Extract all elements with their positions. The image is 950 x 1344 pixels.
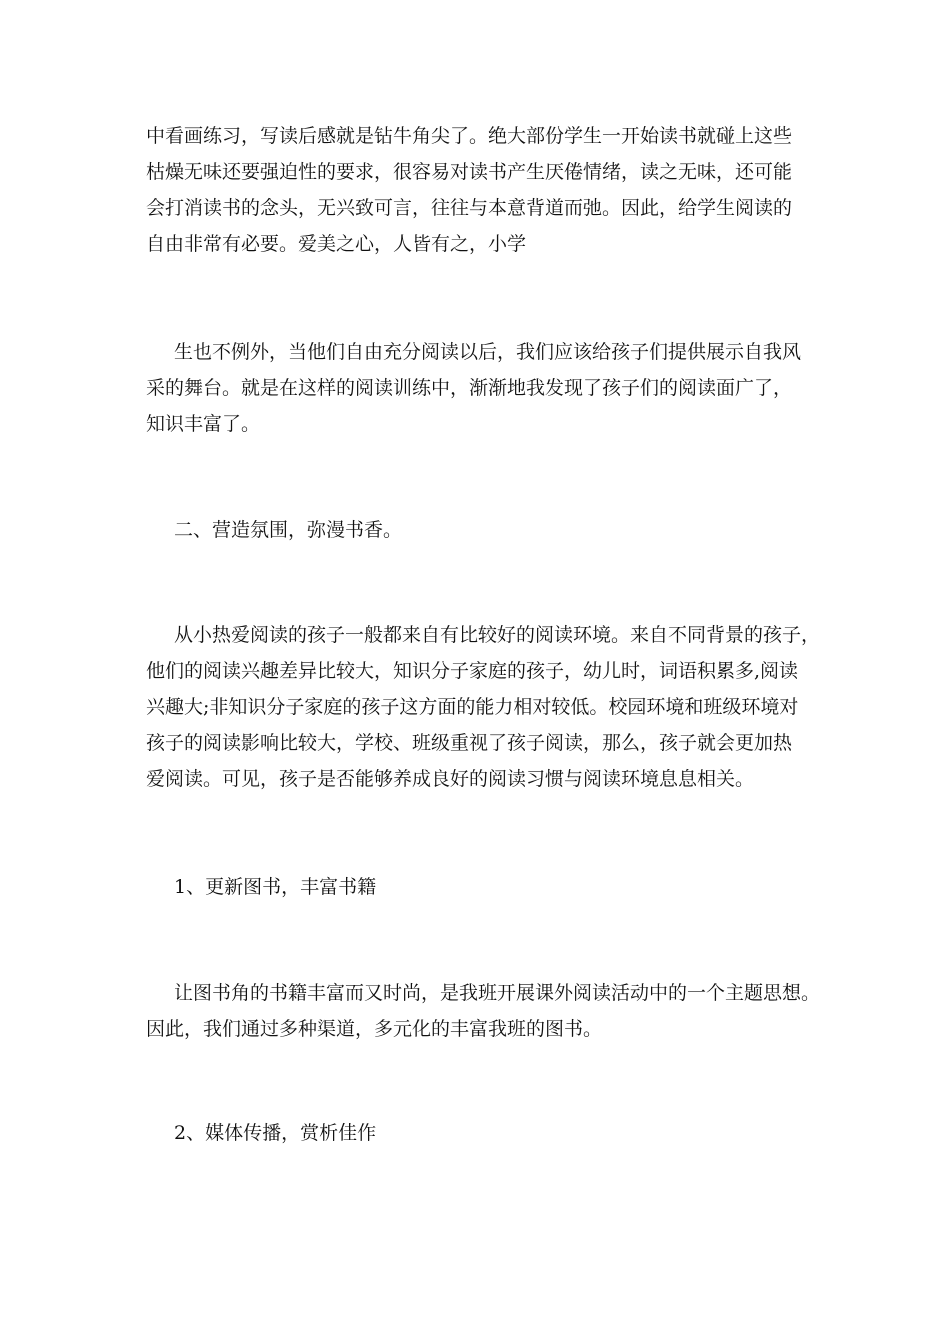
text-line: 会打消读书的念头，无兴致可言，往往与本意背道而弛。因此，给学生阅读的 — [146, 197, 793, 219]
heading-text: 2、媒体传播，赏析佳作 — [174, 1122, 377, 1144]
text-line: 中看画练习，写读后感就是钻牛角尖了。绝大部份学生一开始读书就碰上这些 — [146, 125, 793, 147]
subsection-heading — [146, 869, 826, 905]
text-line: 生也不例外，当他们自由充分阅读以后，我们应该给孩子们提供展示自我风 — [174, 341, 802, 363]
subsection-heading — [146, 1115, 826, 1151]
text-line: 他们的阅读兴趣差异比较大，知识分子家庭的孩子，幼儿时，词语积累多,阅读 — [146, 660, 799, 682]
heading-text: 二、营造氛围，弥漫书香。 — [174, 519, 403, 541]
paragraph-book-corner — [146, 975, 826, 1047]
text-line: 自由非常有必要。爱美之心，人皆有之，小学 — [146, 233, 527, 255]
text-line: 枯燥无味还要强迫性的要求，很容易对读书产生厌倦情绪，读之无味，还可能 — [146, 161, 793, 183]
text-line: 让图书角的书籍丰富而又时尚，是我班开展课外阅读活动中的一个主题思想。 — [174, 982, 821, 1004]
heading-text: 1、更新图书，丰富书籍 — [174, 876, 377, 898]
text-line: 孩子的阅读影响比较大，学校、班级重视了孩子阅读，那么，孩子就会更加热 — [146, 732, 793, 754]
paragraph-reading-environment — [146, 617, 826, 797]
text-line: 从小热爱阅读的孩子一般都来自有比较好的阅读环境。来自不同背景的孩子， — [174, 624, 821, 646]
text-line: 采的舞台。就是在这样的阅读训练中，渐渐地我发现了孩子们的阅读面广了， — [146, 377, 793, 399]
section-heading — [146, 512, 826, 548]
text-line: 因此，我们通过多种渠道，多元化的丰富我班的图书。 — [146, 1018, 603, 1040]
text-line: 知识丰富了。 — [146, 413, 261, 435]
paragraph-reading-stage — [146, 334, 826, 442]
text-line: 兴趣大;非知识分子家庭的孩子这方面的能力相对较低。校园环境和班级环境对 — [146, 696, 799, 718]
paragraph-continuation — [146, 118, 826, 262]
text-line: 爱阅读。可见，孩子是否能够养成良好的阅读习惯与阅读环境息息相关。 — [146, 768, 755, 790]
